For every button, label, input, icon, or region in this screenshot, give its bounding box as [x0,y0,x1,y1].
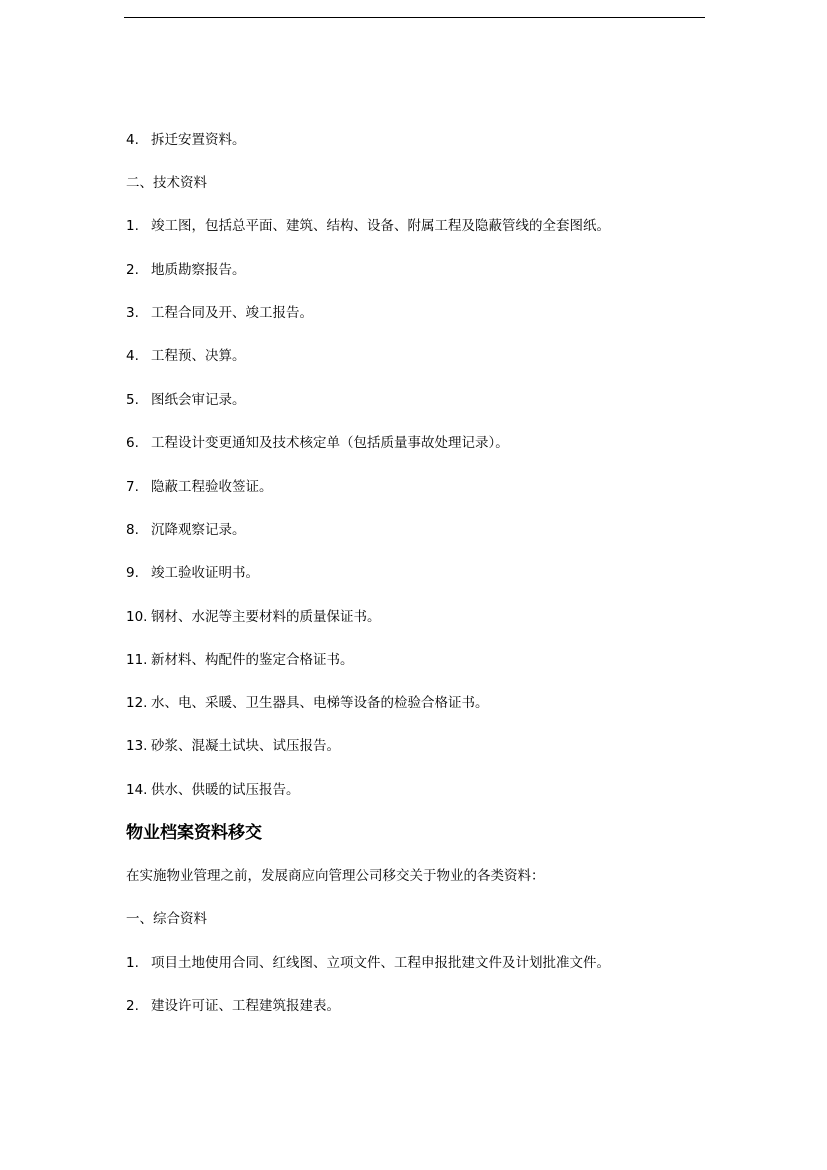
list-text: 竣工验收证明书。 [151,565,259,581]
section-title-technical: 二、技术资料 [126,175,207,191]
list-text: 拆迁安置资料。 [151,132,246,148]
list-number: 2. [126,998,139,1014]
list-item [126,954,610,972]
list-number: 10. [126,609,148,625]
list-number: 11. [126,652,148,668]
list-item [126,781,300,799]
intro-paragraph: 在实施物业管理之前，发展商应向管理公司移交关于物业的各类资料： [126,868,545,884]
list-text: 工程设计变更通知及技术核定单（包括质量事故处理记录）。 [151,435,509,451]
list-item [126,564,259,582]
list-text: 工程预、决算。 [151,348,246,364]
list-item [126,608,381,626]
list-text: 建设许可证、工程建筑报建表。 [151,998,340,1014]
list-number: 12. [126,695,148,711]
list-item [126,478,273,496]
list-number: 14. [126,782,148,798]
list-number: 8. [126,522,139,538]
list-text: 地质勘察报告。 [151,262,246,278]
list-text: 新材料、构配件的鉴定合格证书。 [151,652,354,668]
header-rule [124,17,705,18]
list-item-relocation [126,131,246,149]
list-item [126,217,610,235]
list-text: 项目土地使用合同、红线图、立项文件、工程申报批建文件及计划批准文件。 [151,955,610,971]
list-text: 图纸会审记录。 [151,392,246,408]
section-heading-handover: 物业档案资料移交 [126,823,262,843]
list-item [126,347,246,365]
list-item [126,261,246,279]
list-number: 2. [126,262,139,278]
list-text: 竣工图，包括总平面、建筑、结构、设备、附属工程及隐蔽管线的全套图纸。 [151,218,610,234]
list-item [126,521,246,539]
list-text: 钢材、水泥等主要材料的质量保证书。 [151,609,381,625]
list-text: 供水、供暖的试压报告。 [151,782,300,798]
list-number: 1. [126,218,139,234]
list-number: 13. [126,738,148,754]
list-number: 9. [126,565,139,581]
section-title-general: 一、综合资料 [126,911,207,927]
list-number: 3. [126,305,139,321]
list-text: 砂浆、混凝土试块、试压报告。 [151,738,340,754]
list-text: 隐蔽工程验收签证。 [151,479,273,495]
list-item [126,304,313,322]
list-item [126,391,246,409]
list-number: 4. [126,348,139,364]
list-number: 5. [126,392,139,408]
list-text: 沉降观察记录。 [151,522,246,538]
list-text: 工程合同及开、竣工报告。 [151,305,313,321]
list-item [126,434,509,452]
list-text: 水、电、采暖、卫生器具、电梯等设备的检验合格证书。 [151,695,489,711]
list-number: 1. [126,955,139,971]
list-item [126,997,340,1015]
list-item [126,694,489,712]
list-number: 6. [126,435,139,451]
list-item [126,651,354,669]
list-number: 4. [126,132,139,148]
list-item [126,737,340,755]
list-number: 7. [126,479,139,495]
